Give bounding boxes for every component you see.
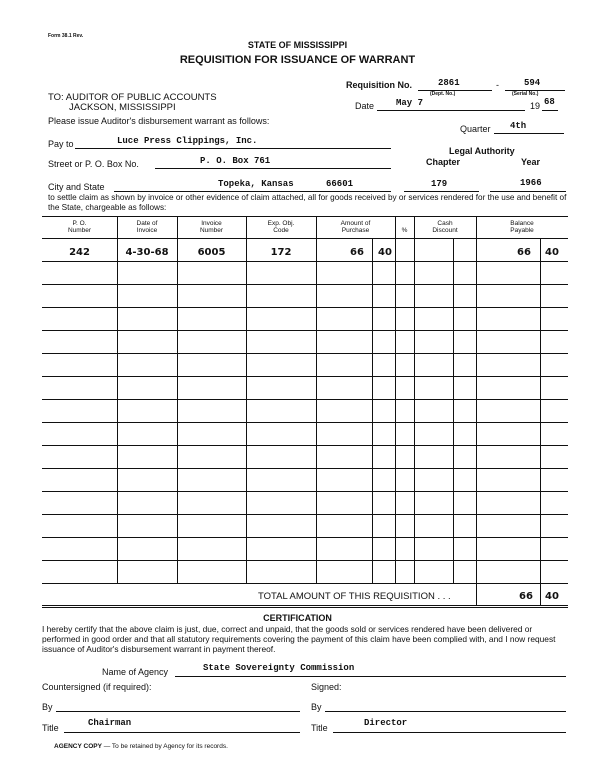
table-row-rule [42, 560, 568, 561]
quarter-label: Quarter [460, 124, 491, 134]
header-amount: Amount of Purchase [340, 220, 371, 234]
table-row-rule [42, 583, 568, 584]
table-top-rule [42, 216, 568, 217]
total-label: TOTAL AMOUNT OF THIS REQUISITION . . . [258, 591, 451, 602]
table-row-rule [42, 445, 568, 446]
col-rule [395, 217, 396, 584]
footer-note: AGENCY COPY — To be retained by Agency for its records. [54, 743, 228, 750]
quarter-line [494, 133, 564, 134]
year-label: Year [521, 157, 541, 167]
table-row-rule [42, 399, 568, 400]
chapter-line [404, 191, 479, 192]
legal-year-value: 1966 [520, 178, 542, 188]
title-line [64, 732, 300, 733]
chapter-label: Chapter [426, 157, 461, 167]
table-row-rule [42, 330, 568, 331]
year-value: 68 [544, 97, 555, 107]
agency-label: Name of Agency [102, 667, 169, 677]
settle-text: to settle claim as shown by invoice or other evidence of claim attached, all for goods received by or services rendered for the use and benefit of the State, chargeable as follows: [48, 193, 567, 212]
dash: - [496, 80, 499, 90]
instruction-text: Please issue Auditor's disbursement warrant as follows: [48, 116, 270, 126]
col-rule [246, 217, 247, 584]
col-rule [476, 584, 477, 605]
year-line [542, 110, 558, 111]
quarter-value: 4th [510, 121, 527, 131]
col-rule [177, 217, 178, 584]
certification-text: I hereby certify that the above claim is just, due, correct and unpaid, that the goods sold or services rendered have been delivered or performed in good order and that all statutory requirements covering the payment of this claim have been complied with, and I now request issuance of Auditor's disbursement warrant in payment thereof. [42, 624, 556, 654]
cell-balance-dollars: 66 [517, 247, 531, 258]
pay-to-value: Luce Press Clippings, Inc. [117, 136, 258, 146]
title-label: Title [42, 723, 59, 733]
state-title: STATE OF MISSISSIPPI [247, 40, 348, 50]
cell-amount-dollars: 66 [350, 247, 364, 258]
col-rule [372, 238, 373, 584]
cell-amount-cents: 40 [378, 247, 392, 258]
col-rule [316, 217, 317, 584]
by2-label: By [311, 702, 322, 712]
by2-line [325, 711, 566, 712]
cell-exp: 172 [270, 247, 292, 258]
countersigned-label: Countersigned (if required): [42, 682, 152, 692]
to-line2: JACKSON, MISSISSIPPI [69, 102, 176, 113]
date-value: May 7 [396, 98, 424, 108]
table-row-rule [42, 514, 568, 515]
agency-value: State Sovereignty Commission [203, 663, 355, 673]
header-po: P. O. Number [67, 220, 92, 234]
header-cash: Cash Discount [432, 220, 458, 234]
street-line [155, 168, 391, 169]
legal-year-line [490, 191, 566, 192]
year-prefix: 19 [530, 101, 541, 111]
date-label: Date [355, 101, 375, 111]
table-row-rule [42, 537, 568, 538]
header-pct: % [401, 227, 408, 234]
header-date: Date of Invoice [136, 220, 158, 234]
date-line [377, 110, 525, 111]
by-line [56, 711, 300, 712]
table-row-rule [42, 376, 568, 377]
certification-title: CERTIFICATION [263, 613, 332, 623]
table-header-rule [42, 238, 568, 239]
col-rule [476, 217, 477, 584]
title2-line [333, 732, 566, 733]
col-rule [540, 238, 541, 584]
legal-authority-label: Legal Authority [449, 146, 515, 156]
to-line1: TO: AUDITOR OF PUBLIC ACCOUNTS [48, 92, 217, 103]
table-row-rule [42, 422, 568, 423]
dept-caption: (Dept. No.) [430, 91, 456, 97]
dept-no-value: 2861 [438, 78, 460, 88]
chapter-value: 179 [431, 179, 448, 189]
table-row-rule [42, 307, 568, 308]
by-label: By [42, 702, 53, 712]
col-rule [453, 238, 454, 584]
signed-label: Signed: [311, 682, 342, 692]
title-value: Chairman [88, 718, 132, 728]
pay-to-line [75, 148, 391, 149]
table-bottom-rule [42, 607, 568, 608]
title2-label: Title [311, 723, 328, 733]
cell-date: 4-30-68 [125, 247, 169, 258]
total-cents: 40 [545, 591, 559, 602]
zip-value: 66601 [326, 179, 354, 189]
table-total-top-rule [42, 605, 568, 606]
table-row-rule [42, 468, 568, 469]
form-title: REQUISITION FOR ISSUANCE OF WARRANT [179, 54, 416, 66]
street-value: P. O. Box 761 [200, 156, 271, 166]
city-value: Topeka, Kansas [218, 179, 294, 189]
cell-po: 242 [69, 247, 90, 258]
city-label: City and State [48, 182, 105, 192]
table-row-rule [42, 353, 568, 354]
total-dollars: 66 [519, 591, 533, 602]
header-invoice: Invoice Number [199, 220, 224, 234]
table-row-rule [42, 491, 568, 492]
table-row-rule [42, 284, 568, 285]
requisition-label: Requisition No. [346, 80, 412, 90]
header-balance: Balance Payable [510, 220, 534, 234]
pay-to-label: Pay to [48, 139, 74, 149]
table-row-rule [42, 261, 568, 262]
agency-line [175, 676, 566, 677]
col-rule [117, 217, 118, 584]
cell-balance-cents: 40 [545, 247, 559, 258]
serial-caption: (Serial No.) [512, 91, 539, 97]
col-rule [414, 217, 415, 584]
cell-invoice: 6005 [197, 247, 226, 258]
col-rule [540, 584, 541, 605]
form-number: Form 38.1 Rev. [48, 33, 84, 39]
city-line [114, 191, 391, 192]
header-exp: Exp. Obj. Code [267, 220, 295, 234]
street-label: Street or P. O. Box No. [48, 159, 139, 169]
serial-no-value: 594 [524, 78, 541, 88]
title2-value: Director [364, 718, 408, 728]
